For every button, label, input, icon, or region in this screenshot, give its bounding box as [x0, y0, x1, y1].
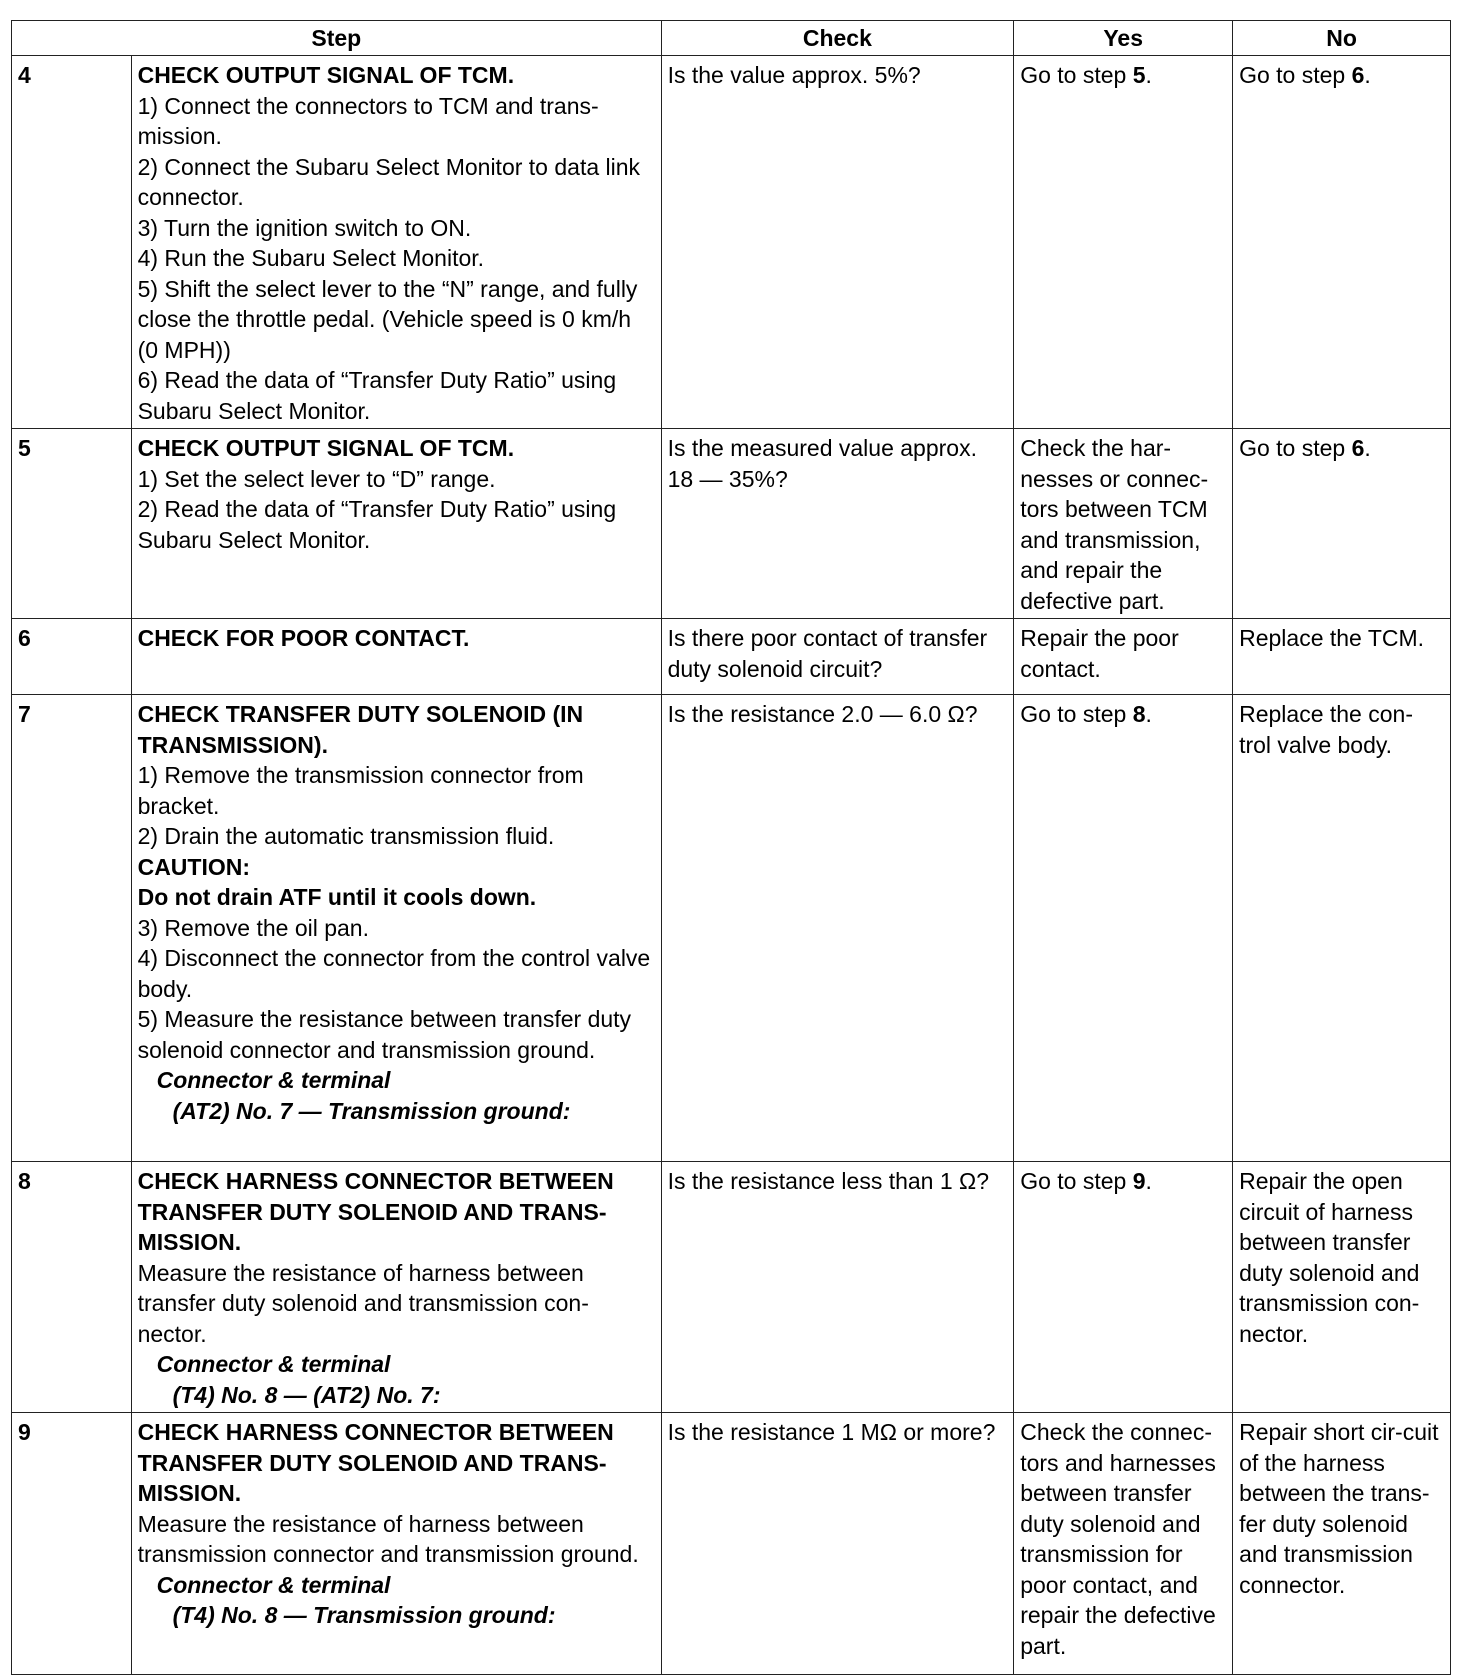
table-row	[12, 1162, 1451, 1413]
check-cell: Is the resistance 2.0 — 6.0 Ω?	[661, 695, 1014, 1162]
no-suffix: .	[1364, 435, 1371, 461]
no-cell	[1233, 429, 1451, 619]
step-header: Step	[12, 21, 662, 56]
table-row	[12, 1413, 1451, 1675]
yes-cell: Check the connec-tors and harnesses between transfer duty solenoid and transmission for poor contact, and repair the defective part.	[1014, 1413, 1233, 1675]
instruction: 1) Remove the transmission connector from bracket.	[137, 762, 584, 819]
instruction: 3) Remove the oil pan.	[137, 914, 369, 941]
no-cell: Replace the TCM.	[1233, 619, 1451, 695]
step-number: 8	[12, 1162, 132, 1413]
instruction: 5) Measure the resistance between transfer duty solenoid connector and transmission ground.	[137, 1006, 632, 1063]
instruction: 5) Shift the select lever to the “N” range, and fully close the throttle pedal. (Vehicle speed is 0 km/h (0 MPH))	[137, 275, 638, 363]
no-text: Go to step	[1239, 435, 1352, 461]
yes-suffix: .	[1145, 62, 1152, 88]
instruction: 4) Run the Subaru Select Monitor.	[137, 245, 485, 271]
yes-cell	[1014, 695, 1233, 1162]
check-cell: Is the value approx. 5%?	[661, 56, 1014, 429]
connector-label: Connector & terminal	[156, 1571, 391, 1598]
yes-text: Go to step	[1020, 701, 1133, 727]
no-cell: Repair short cir-cuit of the harness between the trans-fer duty solenoid and transmission connector.	[1233, 1413, 1451, 1675]
yes-text: Go to step	[1020, 62, 1133, 88]
no-text: Go to step	[1239, 62, 1352, 88]
check-cell: Is there poor contact of transfer duty solenoid circuit?	[661, 619, 1014, 695]
step-description	[131, 429, 661, 619]
step-title: CHECK OUTPUT SIGNAL OF TCM.	[137, 62, 515, 88]
no-header: No	[1233, 21, 1451, 56]
step-title: CHECK FOR POOR CONTACT.	[137, 625, 470, 651]
connector-label: Connector & terminal	[156, 1351, 391, 1377]
check-cell: Is the resistance less than 1 Ω?	[661, 1162, 1014, 1413]
instruction: 6) Read the data of “Transfer Duty Ratio” using Subaru Select Monitor.	[137, 367, 617, 424]
no-cell	[1233, 56, 1451, 429]
step-title: CHECK HARNESS CONNECTOR BETWEEN TRANSFER DUTY SOLENOID AND TRANS-MISSION.	[137, 1419, 614, 1506]
step-description	[131, 695, 661, 1162]
table-row	[12, 56, 1451, 429]
no-cell: Repair the open circuit of harness between transfer duty solenoid and transmission con-nector.	[1233, 1162, 1451, 1413]
step-title: CHECK HARNESS CONNECTOR BETWEEN TRANSFER DUTY SOLENOID AND TRANS-MISSION.	[137, 1168, 614, 1255]
instruction: 2) Read the data of “Transfer Duty Ratio” using Subaru Select Monitor.	[137, 496, 617, 553]
step-description	[131, 56, 661, 429]
step-description	[131, 619, 661, 695]
caution-label: CAUTION:	[137, 853, 251, 880]
no-step-ref: 6	[1351, 62, 1365, 88]
yes-cell	[1014, 1162, 1233, 1413]
yes-text: Go to step	[1020, 1168, 1133, 1194]
table-row	[12, 429, 1451, 619]
caution-text: Do not drain ATF until it cools down.	[137, 884, 537, 910]
step-number: 5	[12, 429, 132, 619]
instruction: 2) Drain the automatic transmission fluid.	[137, 823, 555, 849]
connector-value: (T4) No. 8 — Transmission ground:	[172, 1602, 556, 1628]
connector-value: (T4) No. 8 — (AT2) No. 7:	[172, 1381, 441, 1408]
step-title: CHECK OUTPUT SIGNAL OF TCM.	[137, 435, 515, 461]
instruction: 1) Connect the connectors to TCM and trans-mission.	[137, 92, 599, 149]
yes-suffix: .	[1145, 701, 1152, 727]
step-number: 4	[12, 56, 132, 429]
check-header: Check	[661, 21, 1014, 56]
yes-suffix: .	[1145, 1168, 1152, 1194]
step-description	[131, 1413, 661, 1675]
check-cell: Is the measured value approx. 18 — 35%?	[661, 429, 1014, 619]
instruction: 3) Turn the ignition switch to ON.	[137, 214, 472, 241]
step-number: 7	[12, 695, 132, 1162]
no-suffix: .	[1364, 62, 1371, 88]
instruction: 1) Set the select lever to “D” range.	[137, 465, 496, 492]
instruction: Measure the resistance of harness between transfer duty solenoid and transmission con-nector.	[137, 1259, 589, 1347]
instruction: Measure the resistance of harness between transmission connector and transmission ground.	[137, 1510, 639, 1567]
table-row	[12, 619, 1451, 695]
instruction: 2) Connect the Subaru Select Monitor to data link connector.	[137, 153, 641, 210]
table-row	[12, 695, 1451, 1162]
step-number: 6	[12, 619, 132, 695]
yes-cell	[1014, 56, 1233, 429]
no-step-ref: 6	[1351, 435, 1365, 461]
step-title: CHECK TRANSFER DUTY SOLENOID (IN TRANSMISSION).	[137, 701, 584, 758]
step-description	[131, 1162, 661, 1413]
header-row	[12, 21, 1451, 56]
check-cell: Is the resistance 1 MΩ or more?	[661, 1413, 1014, 1675]
no-cell: Replace the con-trol valve body.	[1233, 695, 1451, 1162]
yes-header: Yes	[1014, 21, 1233, 56]
connector-value: (AT2) No. 7 — Transmission ground:	[172, 1097, 571, 1124]
yes-step-ref: 8	[1132, 701, 1146, 727]
diagnostic-table	[11, 20, 1451, 1675]
yes-cell: Repair the poor contact.	[1014, 619, 1233, 695]
step-number: 9	[12, 1413, 132, 1675]
instruction: 4) Disconnect the connector from the control valve body.	[137, 945, 651, 1002]
yes-step-ref: 9	[1132, 1168, 1146, 1194]
yes-cell: Check the har-nesses or connec-tors between TCM and transmission, and repair the defective part.	[1014, 429, 1233, 619]
yes-step-ref: 5	[1132, 62, 1146, 88]
connector-label: Connector & terminal	[156, 1067, 391, 1093]
